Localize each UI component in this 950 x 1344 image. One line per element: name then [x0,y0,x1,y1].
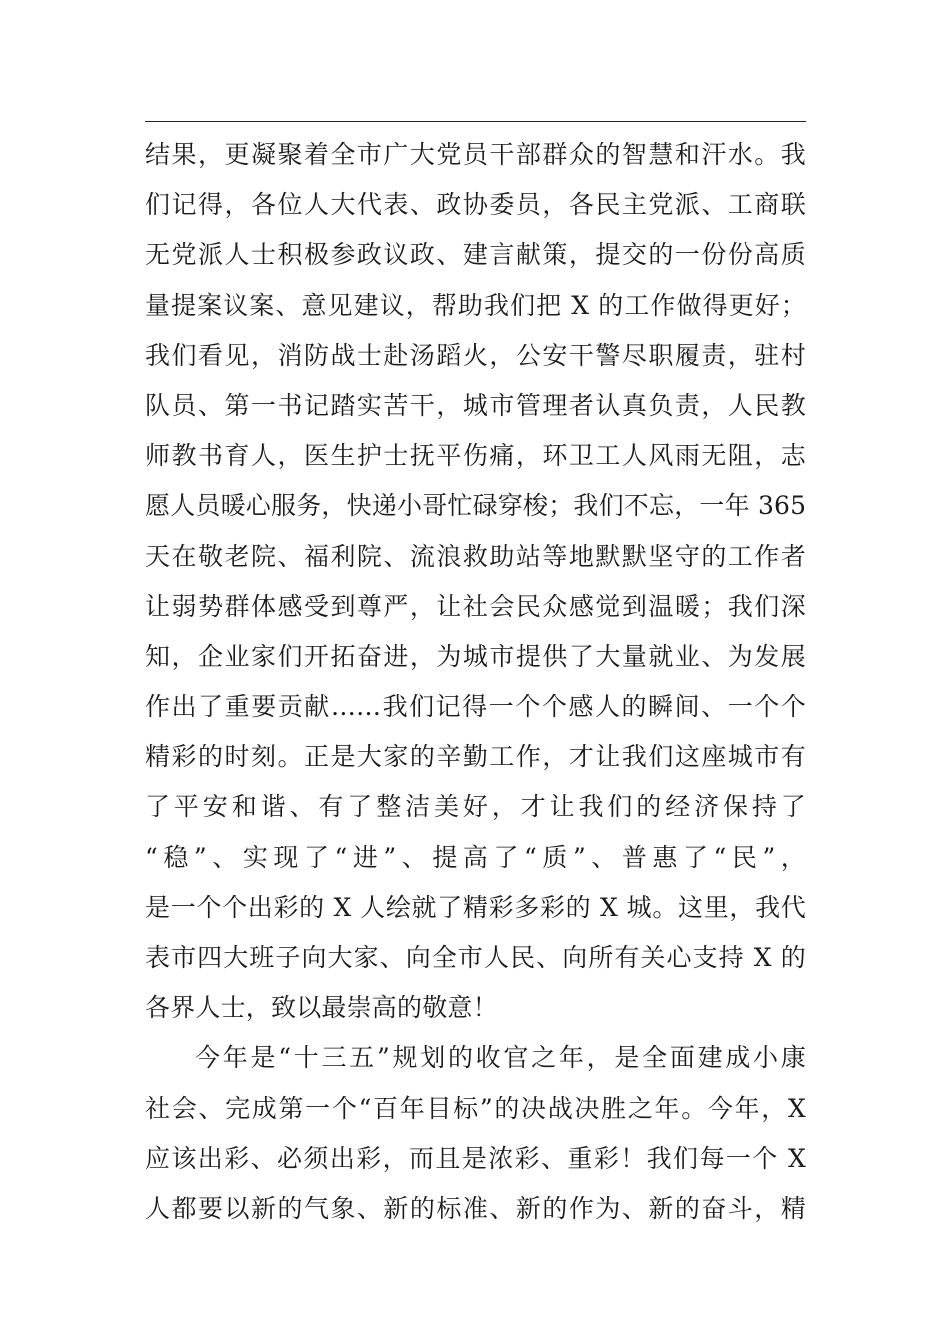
text-line: 队员、第一书记踏实苦干，城市管理者认真负责，人民教 [145,390,806,420]
text-line: 师教书育人，医生护士抚平伤痛，环卫工人风雨无阻，志 [145,441,806,471]
text-line: 精彩的时刻。正是大家的辛勤工作，才让我们这座城市有 [145,742,806,772]
text-line: 天在敬老院、福利院、流浪救助站等地默默坚守的工作者 [145,541,806,571]
body-text [145,130,806,1234]
text-line: 人都要以新的气象、新的标准、新的作为、新的奋斗，精 [145,1193,806,1223]
text-line: 结果，更凝聚着全市广大党员干部群众的智慧和汗水。我 [145,140,806,169]
header-rule [145,121,806,122]
text-line: 是一个个出彩的 X 人绘就了精彩多彩的 X 城。这里，我代 [145,892,806,922]
text-line: 们记得，各位人大代表、政协委员，各民主党派、工商联 [145,190,806,220]
text-line: 无党派人士积极参政议政、建言献策，提交的一份份高质 [145,240,806,270]
text-line: 了平安和谐、有了整洁美好，才让我们的经济保持了 [145,792,806,822]
paragraph-end-line: 各界人士，致以最崇高的敬意！ [145,993,498,1023]
text-line: 让弱势群体感受到尊严，让社会民众感觉到温暖；我们深 [145,591,806,621]
text-line: 愿人员暖心服务，快递小哥忙碌穿梭；我们不忘，一年 365 [145,491,807,521]
paragraph-first-line: 今年是“十三五”规划的收官之年，是全面建成小康 [195,1043,806,1073]
text-line: 知，企业家们开拓奋进，为城市提供了大量就业、为发展 [145,641,806,671]
text-line: 我们看见，消防战士赴汤蹈火，公安干警尽职履责，驻村 [145,340,806,370]
text-line: 表市四大班子向大家、向全市人民、向所有关心支持 X 的 [145,943,806,972]
text-line: 作出了重要贡献……我们记得一个个感人的瞬间、一个个 [145,692,806,722]
text-line: 量提案议案、意见建议，帮助我们把 X 的工作做得更好； [145,290,806,320]
text-line: 社会、完成第一个“百年目标”的决战决胜之年。今年，X [145,1093,806,1123]
text-line: “稳”、实现了“进”、提高了“质”、普惠了“民”， [145,842,806,872]
text-line: 应该出彩、必须出彩，而且是浓彩、重彩！我们每一个 X [145,1143,806,1173]
